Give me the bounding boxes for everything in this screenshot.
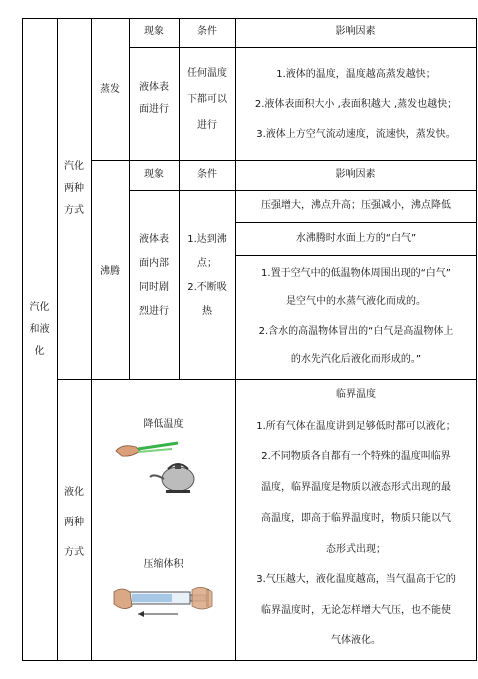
white-gas-line-3: 2.含水的高温物体冒出的“白气是高温物体上 (258, 326, 454, 337)
grid-line (129, 18, 130, 380)
syringe-illustration (108, 580, 220, 622)
evaporation-factor-3: 3.液体上方空气流动速度，流速快，蒸发快。 (256, 129, 456, 140)
white-gas-line-4: 的水先汽化后液化而形成的。” (290, 354, 422, 365)
grid-line (57, 379, 477, 380)
header-factors: 影响因素 (335, 26, 376, 37)
critical-title: 临界温度 (336, 389, 376, 400)
grid-line (91, 160, 477, 161)
grid-line (235, 255, 477, 256)
method-compress-volume: 压缩体积 (143, 559, 184, 570)
vaporization-label: 汽化 两种 方式 (64, 161, 84, 216)
grid-line (129, 190, 477, 191)
evaporation-phenomenon: 液体表 面进行 (139, 82, 169, 115)
method-lower-temperature: 降低温度 (143, 419, 184, 430)
outer-label: 汽化 和液 化 (29, 302, 50, 357)
evaporation-factor-2: 2.液体表面积大小 ,表面积越大 ,蒸发也越快； (254, 99, 458, 110)
critical-line-3: 温度，临界温度是物质以液态形式出现的最 (261, 482, 451, 493)
header2-condition: 条件 (197, 169, 217, 180)
table-border-right (476, 18, 477, 661)
boiling-phenomenon: 液体表 面内部 同时剧 烈进行 (139, 234, 169, 317)
critical-line-1: 1.所有气体在温度讲到足够低时都可以液化； (256, 421, 456, 432)
critical-line-7: 临界温度时，无论怎样增大气压，也不能使 (261, 605, 451, 616)
boiling-condition: 1.达到沸 点； 2.不断吸 热 (187, 234, 227, 317)
critical-line-8: 气体液化。 (331, 635, 381, 646)
grid-line (129, 47, 477, 48)
critical-line-2: 2.不同物质各自都有一个特殊的温度叫临界 (261, 451, 451, 462)
evaporation-factor-1: 1.液体的温度，温度越高蒸发越快； (276, 69, 436, 80)
evaporation-condition: 任何温度 下都可以 进行 (187, 68, 227, 131)
boiling-pressure: 压强增大，沸点升高；压强减小，沸点降低 (261, 200, 451, 211)
critical-line-5: 态形式出现； (326, 544, 386, 555)
white-gas-title: 水沸腾时水面上方的“白气” (295, 233, 417, 244)
header2-phenomenon: 现象 (144, 169, 164, 180)
header-condition: 条件 (197, 26, 217, 37)
grid-line (235, 222, 477, 223)
header2-factors: 影响因素 (335, 169, 376, 180)
header-phenomenon: 现象 (144, 26, 164, 37)
white-gas-line-1: 1.置于空气中的低温物体周围出现的“白气” (261, 268, 451, 279)
white-gas-line-2: 是空气中的水蒸气液化而成的。 (286, 296, 426, 307)
grid-line (91, 18, 92, 380)
critical-line-6: 3.气压越大，液化温度越高，当气温高于它的 (256, 574, 456, 585)
liquefaction-label: 液化 两种 方式 (64, 487, 84, 558)
boiling-name: 沸腾 (100, 266, 120, 277)
evaporation-name: 蒸发 (100, 84, 120, 95)
cooling-kettle-illustration (112, 435, 212, 497)
critical-line-4: 高温度，即高于临界温度时，物质只能以气 (261, 513, 451, 524)
